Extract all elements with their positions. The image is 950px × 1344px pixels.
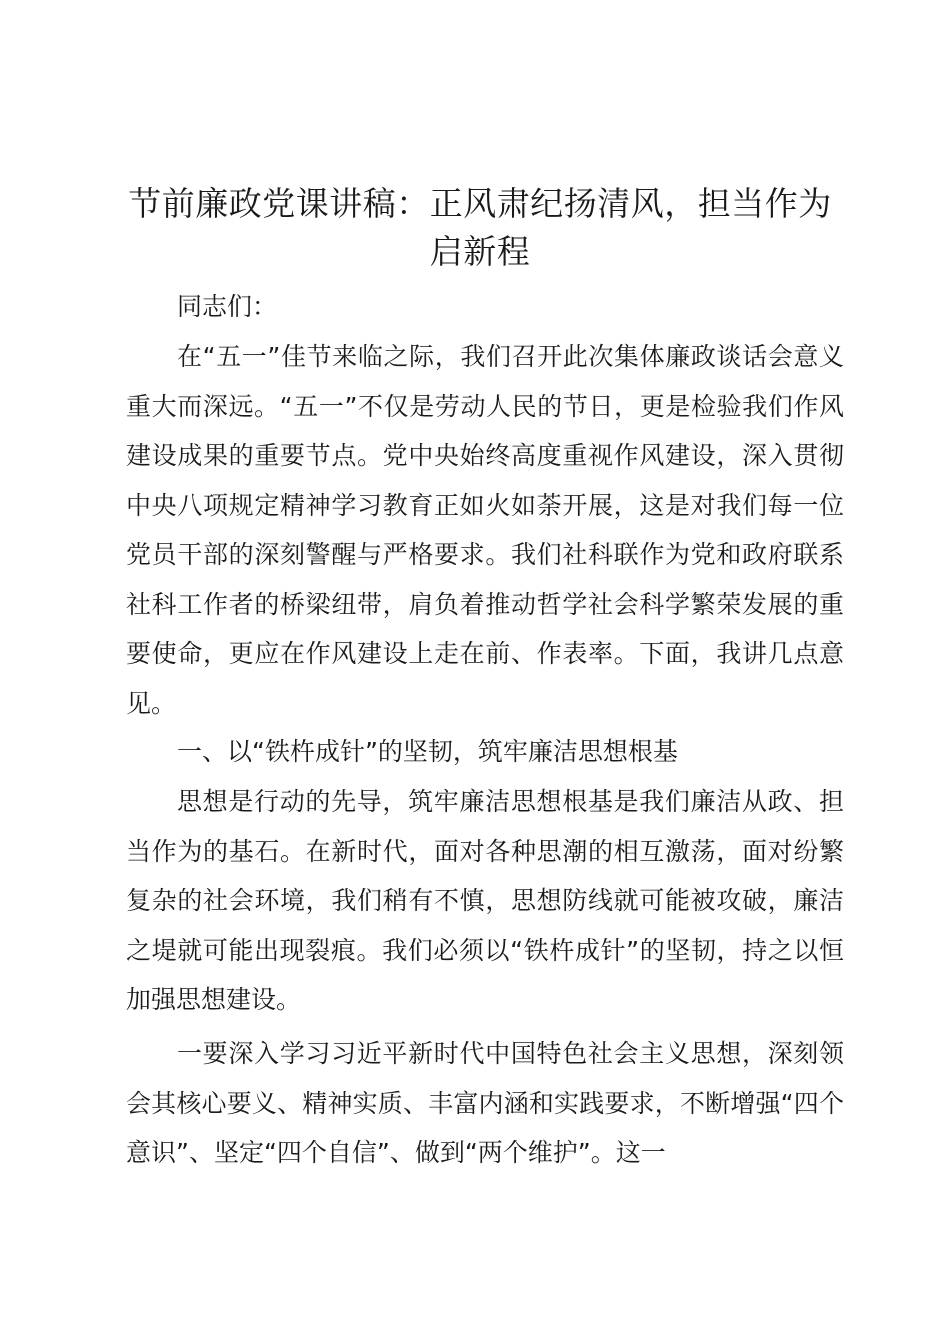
document-title: 节前廉政党课讲稿：正风肃纪扬清风，担当作为启新程 bbox=[128, 184, 832, 271]
paragraph-section-1: 思想是行动的先导，筑牢廉洁思想根基是我们廉洁从政、担当作为的基石。在新时代，面对各种思潮的相互激荡，面对纷繁复杂的社会环境，我们稍有不慎，思想防线就可能被攻破，廉洁之堤就可能出现裂痕。我们必须以“铁杵成针”的坚韧，持之以恒加强思想建设。 bbox=[126, 787, 844, 1014]
paragraph-intro: 在“五一”佳节来临之际，我们召开此次集体廉政谈话会意义重大而深远。“五一”不仅是劳动人民的节日，更是检验我们作风建设成果的重要节点。党中央始终高度重视作风建设，深入贯彻中央八项规定精神学习教育正如火如荼开展，这是对我们每一位党员干部的深刻警醒与严格要求。我们社科联作为党和政府联系社科工作者的桥梁纽带，肩负着推动哲学社会科学繁荣发展的重要使命，更应在作风建设上走在前、作表率。下面，我讲几点意见。 bbox=[126, 342, 844, 718]
section-heading: 一、以“铁杵成针”的坚韧，筑牢廉洁思想根基 bbox=[177, 737, 678, 766]
salutation: 同志们： bbox=[177, 292, 278, 321]
paragraph-section-1-point-1: 一要深入学习习近平新时代中国特色社会主义思想，深刻领会其核心要义、精神实质、丰富内涵和实践要求，不断增强“四个意识”、坚定“四个自信”、做到“两个维护”。这一 bbox=[126, 1039, 844, 1167]
